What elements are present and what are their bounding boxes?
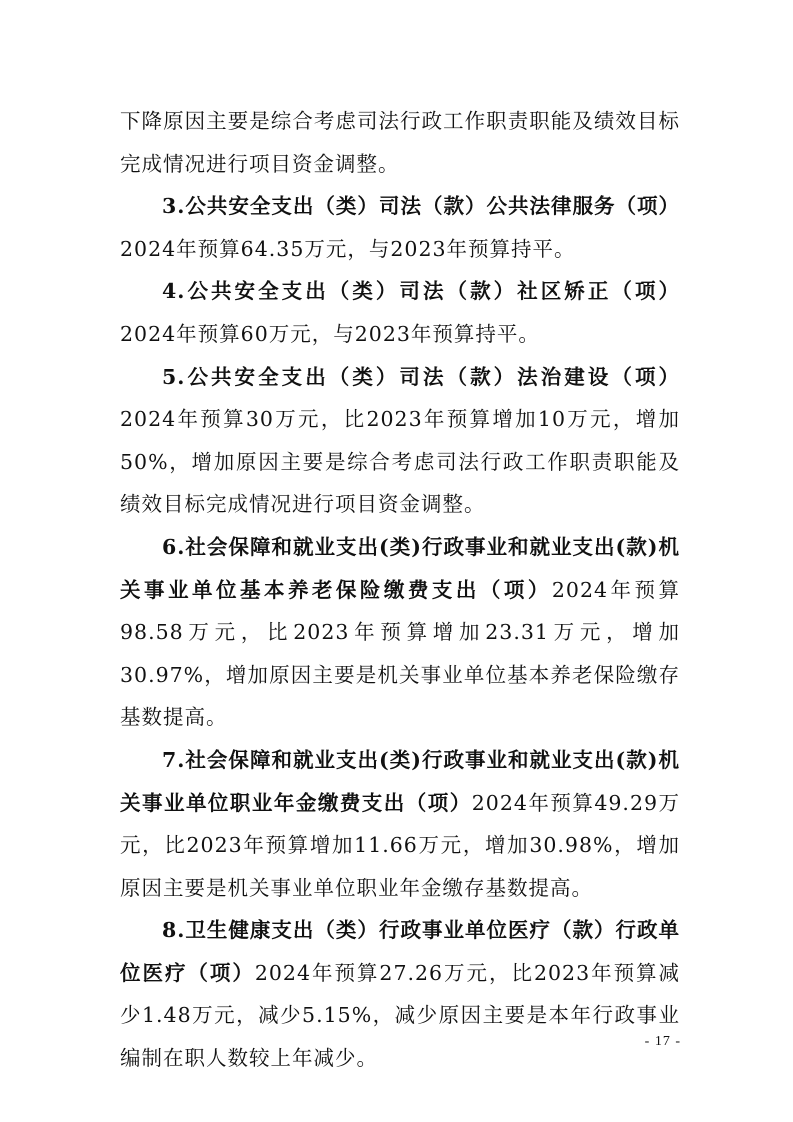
paragraph-body: 2024年预算30万元，比2023年预算增加10万元，增加50%，增加原因主要是综合考虑司法行政工作职责职能及绩效目标完成情况进行项目资金调整。 xyxy=(120,407,680,517)
paragraph-item-7 xyxy=(120,739,680,909)
paragraph-heading: 6.社会保障和就业支出(类)行政事业和就业支出(款)机关事业单位基本养老保险缴费支出（项） xyxy=(120,534,680,602)
paragraph-heading: 7.社会保障和就业支出(类)行政事业和就业支出(款)机关事业单位职业年金缴费支出（项） xyxy=(120,747,680,815)
paragraph-item-5 xyxy=(120,356,680,526)
page-number: - 17 - xyxy=(644,1034,681,1049)
paragraph-heading: 4.公共安全支出（类）司法（款）社区矫正（项） xyxy=(162,279,680,304)
document-page xyxy=(120,100,680,1080)
paragraph-body: 2024年预算64.35万元，与2023年预算持平。 xyxy=(120,236,576,261)
paragraph-heading: 3.公共安全支出（类）司法（款）公共法律服务（项） xyxy=(162,194,680,219)
paragraph-heading: 5.公共安全支出（类）司法（款）法治建设（项） xyxy=(162,364,680,389)
paragraph-item-6 xyxy=(120,526,680,739)
paragraph-item-4 xyxy=(120,270,680,355)
paragraph-body: 2024年预算27.26万元，比2023年预算减少1.48万元，减少5.15%，减少原因主要是本年行政事业编制在职人数较上年减少。 xyxy=(120,960,681,1071)
paragraph-heading: 8.卫生健康支出（类）行政事业单位医疗（款）行政单位医疗（项） xyxy=(120,918,680,985)
paragraph-body: 2024年预算60万元，与2023年预算持平。 xyxy=(120,321,540,346)
paragraph-item-3 xyxy=(120,185,680,270)
paragraph-continuation xyxy=(120,100,680,185)
paragraph-item-8 xyxy=(120,909,680,1079)
paragraph-body: 下降原因主要是综合考虑司法行政工作职责职能及绩效目标完成情况进行项目资金调整。 xyxy=(120,109,680,176)
paragraph-body: 2024年预算98.58万元，比2023年预算增加23.31万元，增加30.97%，增加原因主要是机关事业单位基本养老保险缴存基数提高。 xyxy=(120,577,681,730)
paragraph-body: 2024年预算49.29万元，比2023年预算增加11.66万元，增加30.98%，增加原因主要是机关事业单位职业年金缴存基数提高。 xyxy=(120,790,681,900)
